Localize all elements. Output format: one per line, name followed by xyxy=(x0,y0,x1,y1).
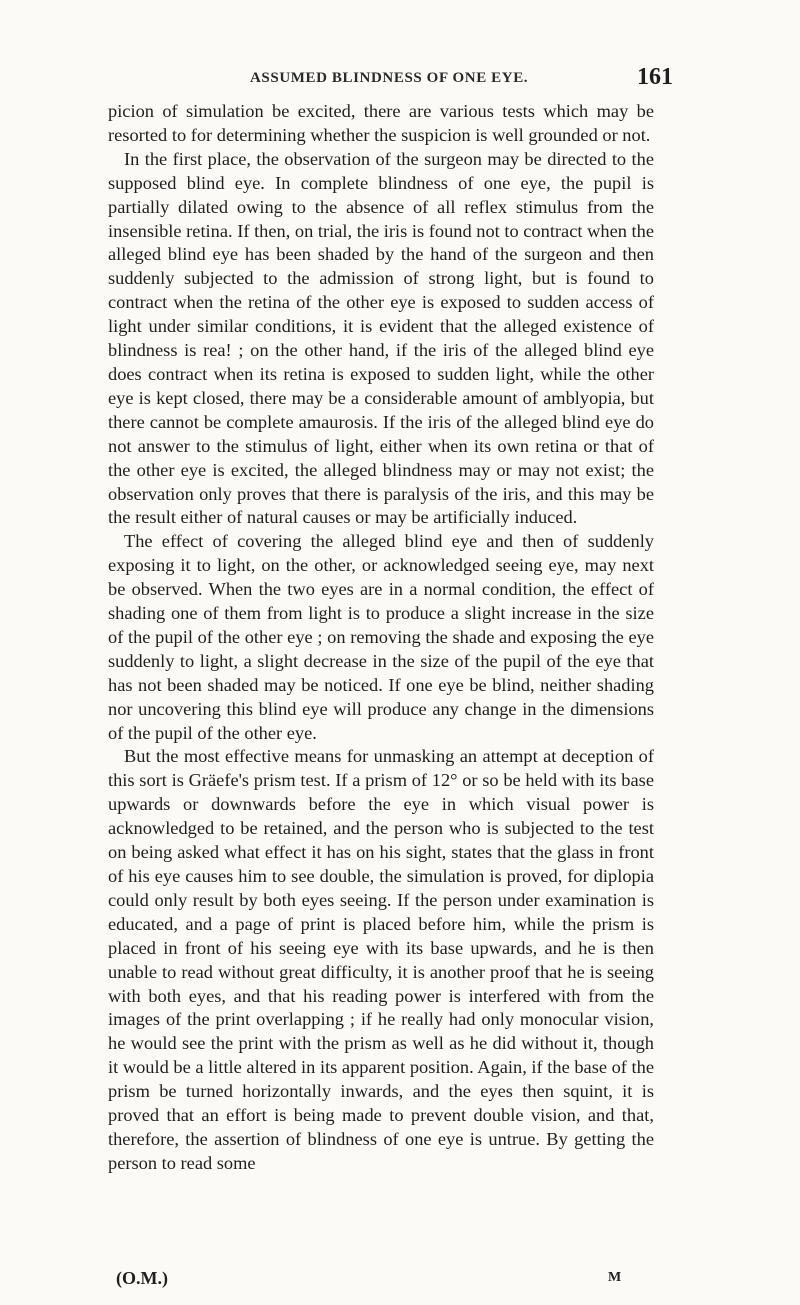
paragraph: But the most effective means for unmasking an attempt at deception of this sort is Gräefe's prism test. If a prism of 12° or so be held with its base upwards or downwards before the eye in which visual power is acknowledged to be retained, and the person who is subjected to the test on being asked what effect it has on his sight, states that the glass in front of his eye causes him to see double, the simulation is proved, for diplopia could only result by both eyes seeing. If the person under examination is educated, and a page of print is placed before him, while the prism is placed in front of his seeing eye with its base upwards, and he is then unable to read without great difficulty, it is another proof that he is seeing with both eyes, and that his reading power is interfered with from the images of the print overlapping ; if he really had only monocular vision, he would see the print with the prism as well as he did without it, though it would be a little altered in its apparent position. Again, if the base of the prism be turned horizontally inwards, and the eyes then squint, it is proved that an effort is being made to prevent double vision, and that, therefore, the assertion of blindness of one eye is untrue. By getting the person to read some xyxy=(108,746,654,1173)
signature-mark-left: (O.M.) xyxy=(116,1268,168,1288)
paragraph: In the first place, the observation of the surgeon may be directed to the supposed blind eye. In complete blindness of one eye, the pupil is partially dilated owing to the absence of all reflex stimulus from the insensible retina. If then, on trial, the iris is found not to contract when the alleged blind eye has been shaded by the hand of the surgeon and then suddenly subjected to the admission of strong light, but is found to contract when the retina of the other eye is exposed to sudden access of light under similar conditions, it is evident that the alleged existence of blindness is rea! ; on the other hand, if the iris of the alleged blind eye does contract when its retina is exposed to sudden light, while the other eye is kept closed, there may be a considerable amount of amblyopia, but there cannot be complete amaurosis. If the iris of the alleged blind eye do not answer to the stimulus of light, either when its own retina or that of the other eye is excited, the alleged blindness may or may not exist; the observation only proves that there is paralysis of the iris, and this may be the result either of natural causes or may be artificially induced. xyxy=(108,148,654,528)
paragraph-continuation: picion of simulation be excited, there are various tests which may be resorted to for determining whether the suspicion is well grounded or not. xyxy=(108,101,654,145)
paragraph: The effect of covering the alleged blind eye and then of suddenly exposing it to light, on the other, or acknowledged seeing eye, may next be observed. When the two eyes are in a normal condition, the effect of shading one of them from light is to produce a slight increase in the size of the pupil of the other eye ; on removing the shade and exposing the eye suddenly to light, a slight decrease in the size of the pupil of the eye that has not been shaded may be noticed. If one eye be blind, neither shading nor uncovering this blind eye will produce any change in the dimensions of the pupil of the other eye. xyxy=(108,531,654,743)
page-footer xyxy=(108,1268,654,1294)
body-text xyxy=(108,100,654,1176)
signature-mark-right: M xyxy=(608,1270,622,1285)
page-number: 161 xyxy=(637,64,673,90)
running-title: ASSUMED BLINDNESS OF ONE EYE. xyxy=(250,70,529,86)
page-header xyxy=(0,64,800,94)
